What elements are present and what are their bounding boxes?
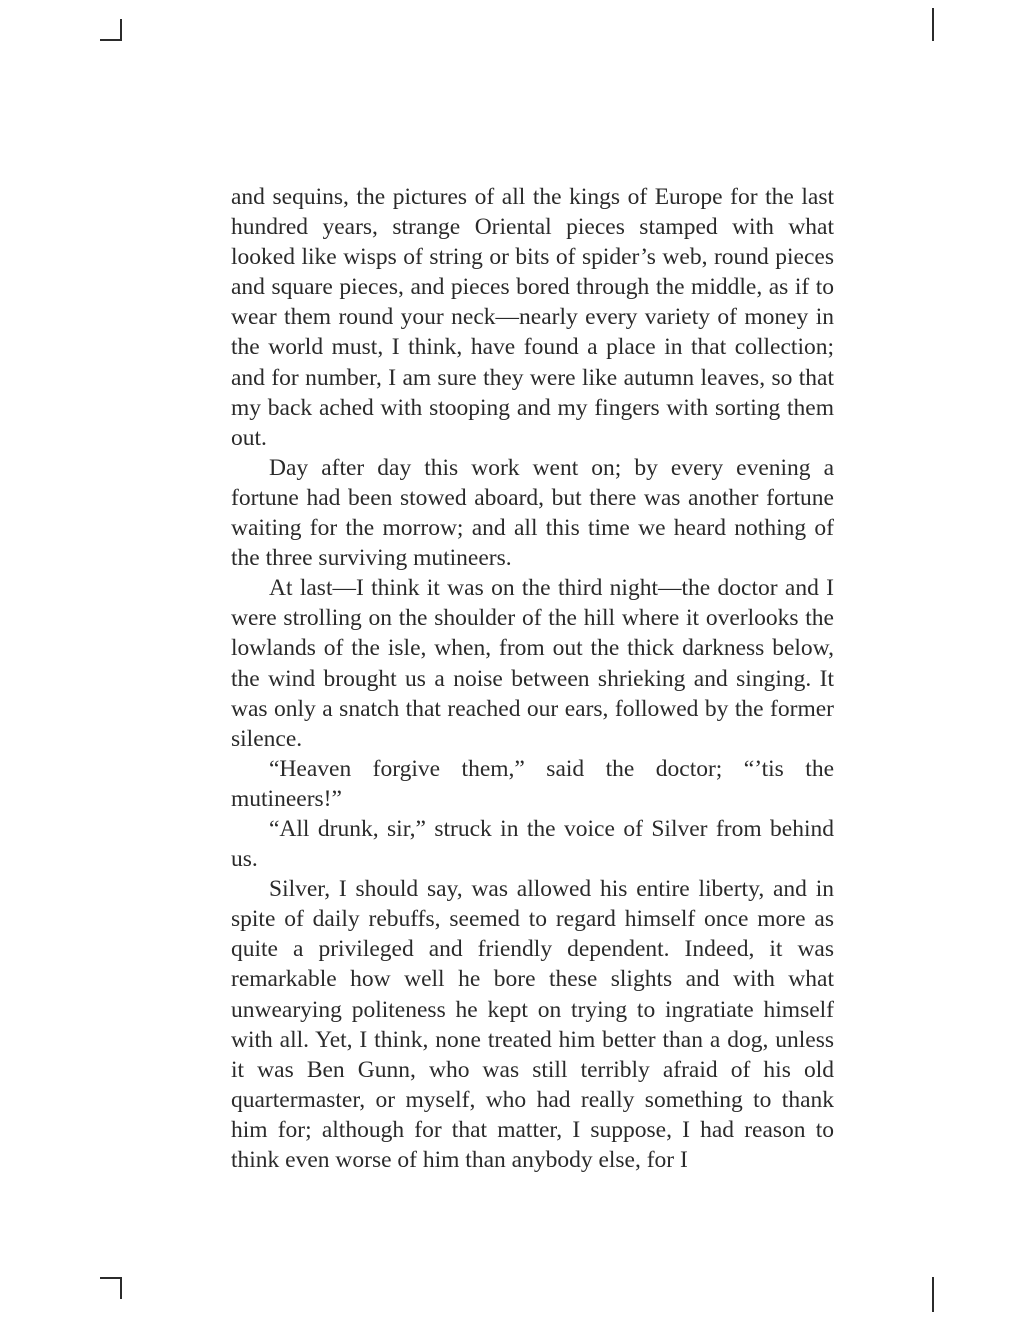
crop-mark-bottom-right [932,1277,934,1312]
body-text [231,182,834,1175]
crop-mark-top-left [120,19,122,41]
crop-mark-top-left-horizontal [100,39,122,41]
paragraph: At last—I think it was on the third night—the doctor and I were strolling on the shoulder of the hill where it overlooks the lowlands of the isle, when, from out the thick darkness below, the wind brought us a noise between shrieking and singing. It was only a snatch that reached our ears, followed by the former silence. [231,575,834,752]
paragraph: Silver, I should say, was allowed his entire liberty, and in spite of daily rebuffs, seemed to regard himself once more as quite a privileged and friendly dependent. Indeed, it was remarkable how well he bore these slights and with what unwearying politeness he kept on trying to ingratiate himself with all. Yet, I think, none treated him better than a dog, unless it was Ben Gunn, who was still terribly afraid of his old quartermaster, or myself, who had really something to thank him for; although for that matter, I suppose, I had reason to think even worse of him than anybody else, for I [231,876,834,1173]
paragraph-continued: and sequins, the pictures of all the kings of Europe for the last hundred years, strange Oriental pieces stamped with what looked like wisps of string or bits of spider’s web, round pieces and square pieces, and pieces bored through the middle, as if to wear them round your neck—nearly every variety of money in the world must, I think, have found a place in that collection; and for number, I am sure they were like autumn leaves, so that my back ached with stooping and my fingers with sorting them out. [231,184,834,451]
paragraph: “Heaven forgive them,” said the doctor; “’tis the mutineers!” [231,755,834,812]
crop-mark-bottom-left-horizontal [100,1277,122,1279]
crop-mark-bottom-left [120,1277,122,1299]
paragraph: “All drunk, sir,” struck in the voice of Silver from behind us. [231,815,834,873]
crop-mark-top-right [932,8,934,41]
paragraph: Day after day this work went on; by every evening a fortune had been stowed aboard, but there was another fortune waiting for the morrow; and all this time we heard nothing of the three surviving mutineers. [231,454,834,572]
